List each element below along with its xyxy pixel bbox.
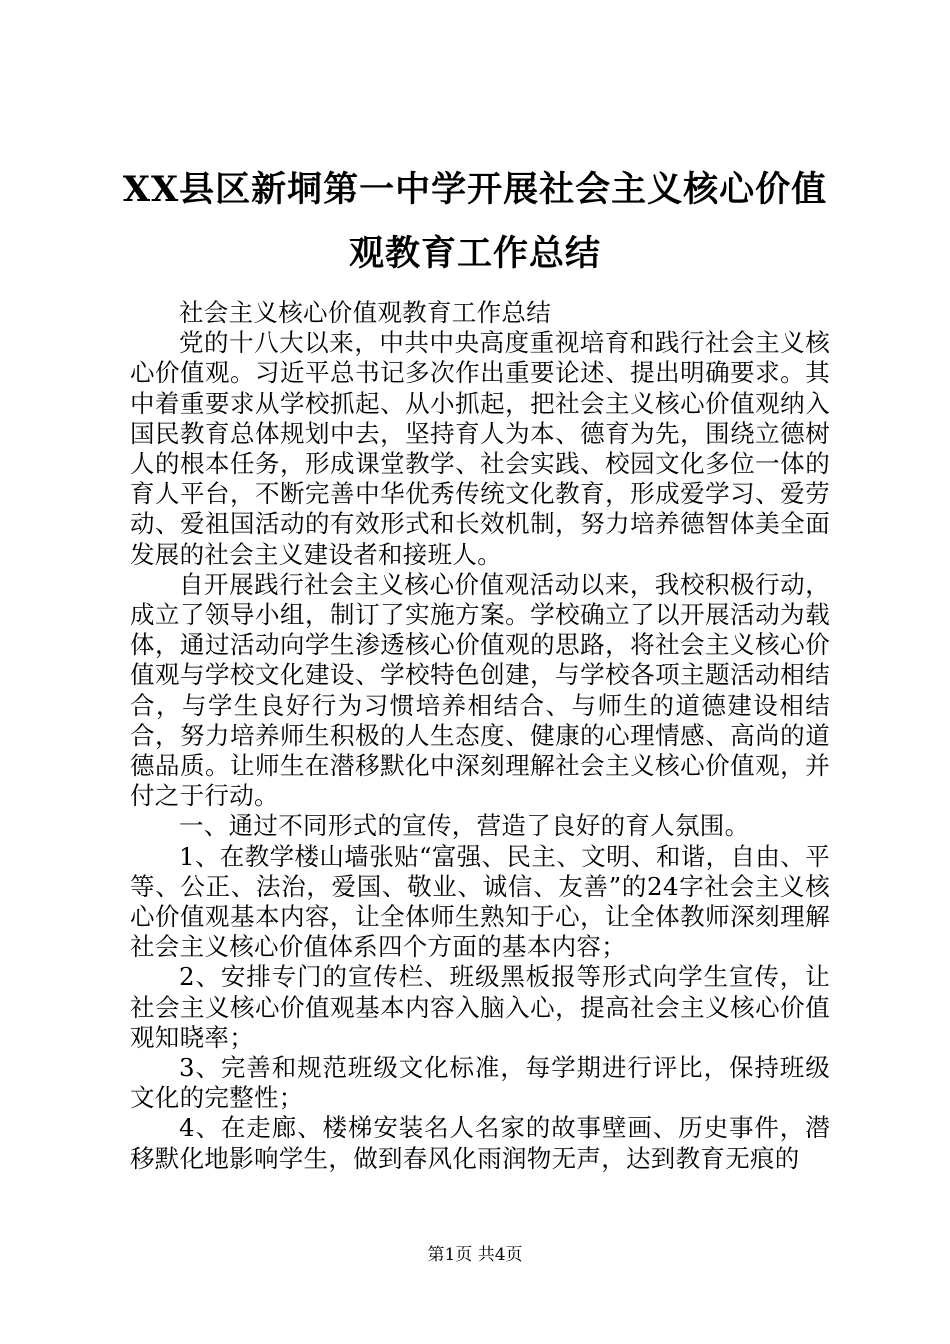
list-item: 3、完善和规范班级文化标准，每学期进行评比，保持班级文化的完整性； bbox=[130, 1053, 830, 1113]
document-title bbox=[120, 158, 830, 286]
paragraph: 党的十八大以来，中共中央高度重视培育和践行社会主义核心价值观。习近平总书记多次作出重要论述、提出明确要求。其中着重要求从学校抓起、从小抓起，把社会主义核心价值观纳入国民教育总体规划中去，坚持育人为本、德育为先，围绕立德树人的根本任务，形成课堂教学、社会实践、校园文化多位一体的育人平台，不断完善中华优秀传统文化教育，形成爱学习、爱劳动、爱祖国活动的有效形式和长效机制，努力培养德智体美全面发展的社会主义建设者和接班人。 bbox=[130, 328, 830, 569]
list-item: 2、安排专门的宣传栏、班级黑板报等形式向学生宣传，让社会主义核心价值观基本内容入脑入心，提高社会主义核心价值观知晓率； bbox=[130, 962, 830, 1052]
list-item: 4、在走廊、楼梯安装名人名家的故事壁画、历史事件，潜移默化地影响学生，做到春风化雨润物无声，达到教育无痕的 bbox=[130, 1113, 830, 1173]
page-number: 第1页 共4页 bbox=[427, 1245, 523, 1265]
paragraph-subtitle: 社会主义核心价值观教育工作总结 bbox=[179, 298, 551, 327]
title-line-2: 观教育工作总结 bbox=[348, 233, 601, 274]
section-heading: 一、通过不同形式的宣传，营造了良好的育人氛围。 bbox=[179, 811, 750, 841]
document-body bbox=[130, 298, 830, 1174]
title-line-1: XX县区新垌第一中学开展社会主义核心价值 bbox=[122, 169, 828, 210]
list-item: 1、在教学楼山墙张贴“富强、民主、文明、和谐，自由、平等、公正、法治，爱国、敬业、诚信、友善”的24字社会主义核心价值观基本内容，让全体师生熟知于心，让全体教师深刻理解社会主义核心价值体系四个方面的基本内容； bbox=[130, 841, 830, 962]
paragraph: 自开展践行社会主义核心价值观活动以来，我校积极行动，成立了领导小组，制订了实施方案。学校确立了以开展活动为载体，通过活动向学生渗透核心价值观的思路，将社会主义核心价值观与学校文化建设、学校特色创建，与学校各项主题活动相结合，与学生良好行为习惯培养相结合、与师生的道德建设相结合，努力培养师生积极的人生态度、健康的心理情感、高尚的道德品质。让师生在潜移默化中深刻理解社会主义核心价值观，并付之于行动。 bbox=[130, 569, 830, 811]
